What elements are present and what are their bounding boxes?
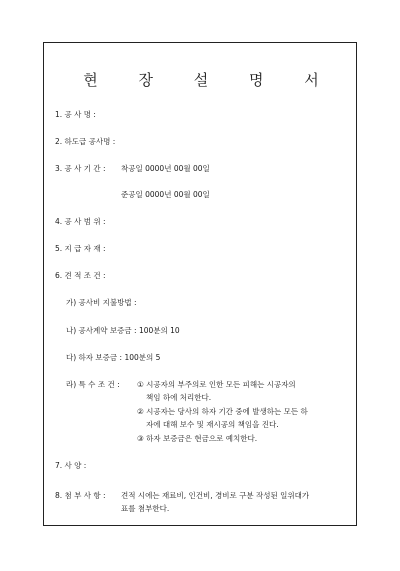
special-condition-3: ③ 하자 보증금은 현금으로 예치한다. xyxy=(137,434,258,443)
item-period-end: 준공일 0000년 00월 00일 xyxy=(121,190,210,199)
special-condition-2a: ② 시공자는 당사의 하자 기간 중에 발생하는 모든 하 xyxy=(137,407,308,416)
item-materials: 5. 지 급 자 재 : xyxy=(55,244,106,253)
item-specification: 7. 사 양 : xyxy=(55,461,87,470)
document-frame xyxy=(43,42,357,526)
item-special-conditions-label: 라) 특 수 조 건 : xyxy=(66,380,120,389)
item-estimate-conditions: 6. 견 적 조 건 : xyxy=(55,271,106,280)
item-scope: 4. 공 사 범 위 : xyxy=(55,217,106,226)
item-period-label: 3. 공 사 기 간 : xyxy=(55,164,106,173)
attachment-line-1: 견적 시에는 재료비, 인건비, 경비로 구분 작성된 일위대가 xyxy=(121,491,310,500)
special-condition-1a: ① 시공자의 부주의로 인한 모든 피해는 시공자의 xyxy=(137,380,296,389)
item-defect-deposit: 다) 하자 보증금 : 100분의 5 xyxy=(66,353,161,362)
special-condition-1b: 책임 하에 처리한다. xyxy=(146,393,212,402)
document-title: 현 장 설 명 서 xyxy=(83,71,337,89)
item-subcontract-name: 2. 하도급 공사명 : xyxy=(55,137,116,146)
item-contract-deposit: 나) 공사계약 보증금 : 100분의 10 xyxy=(66,326,180,335)
attachment-line-2: 표를 첨부한다. xyxy=(121,504,170,513)
special-condition-2b: 자에 대해 보수 및 재시공의 책임을 진다. xyxy=(146,420,279,429)
item-period-start: 착공일 0000년 00월 00일 xyxy=(121,164,210,173)
item-project-name: 1. 공 사 명 : xyxy=(55,110,96,119)
item-payment-method: 가) 공사비 지불방법 : xyxy=(66,298,137,307)
item-attachments-label: 8. 첨 부 사 항 : xyxy=(55,491,106,500)
